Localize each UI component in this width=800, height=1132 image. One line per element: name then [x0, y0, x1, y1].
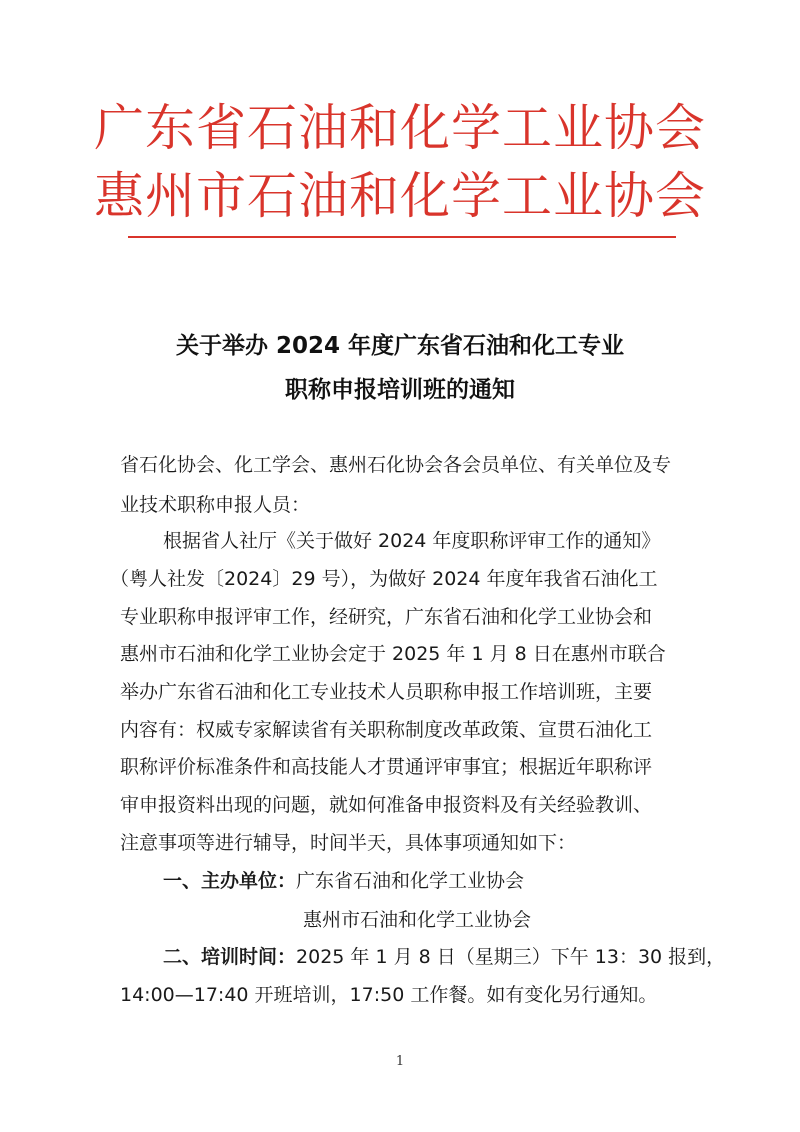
- body-line: 专业职称申报评审工作，经研究，广东省石油和化学工业协会和: [120, 606, 653, 628]
- notice-title-line-1: 关于举办 2024 年度广东省石油和化工专业: [175, 333, 625, 359]
- section-organizers: [163, 868, 524, 894]
- header-org-guangdong: 广东省石油和化学工业协会: [94, 99, 706, 157]
- body-line: 职称评价标准条件和高技能人才贯通评审事宜；根据近年职称评: [120, 756, 653, 778]
- body-line: （粤人社发〔2024〕29 号），为做好 2024 年度年我省石油化工: [110, 568, 658, 590]
- section-training-time: [163, 944, 725, 970]
- section-organizers-label: 一、主办单位：: [163, 870, 297, 892]
- page-number: 1: [395, 1054, 405, 1069]
- body-line: 举办广东省石油和化工专业技术人员职称申报工作培训班，主要: [120, 681, 653, 703]
- body-line: 注意事项等进行辅导，时间半天，具体事项通知如下：: [120, 832, 577, 854]
- organizer-huizhou: 惠州市石油和化学工业协会: [303, 909, 532, 931]
- notice-title-line-2: 职称申报培训班的通知: [285, 377, 515, 403]
- body-line: 内容有：权威专家解读省有关职称制度改革政策、宣贯石油化工: [120, 719, 653, 741]
- recipients-line-2: 业技术职称申报人员：: [120, 494, 311, 516]
- header-red-divider: [128, 236, 676, 238]
- body-line: 惠州市石油和化学工业协会定于 2025 年 1 月 8 日在惠州市联合: [120, 643, 666, 665]
- training-time-line-2: 14:00—17:40 开班培训，17:50 工作餐。如有变化另行通知。: [120, 984, 658, 1006]
- section-training-time-label: 二、培训时间：: [163, 946, 297, 968]
- organizer-guangdong: 广东省石油和化学工业协会: [296, 870, 525, 892]
- body-line: 审申报资料出现的问题，就如何准备申报资料及有关经验教训、: [120, 794, 653, 816]
- recipients-line-1: 省石化协会、化工学会、惠州石化协会各会员单位、有关单位及专: [120, 454, 672, 476]
- header-org-huizhou: 惠州市石油和化学工业协会: [94, 167, 706, 225]
- body-line: 根据省人社厅《关于做好 2024 年度职称评审工作的通知》: [163, 530, 661, 552]
- training-time-text: 2025 年 1 月 8 日（星期三）下午 13：30 报到，: [296, 946, 726, 968]
